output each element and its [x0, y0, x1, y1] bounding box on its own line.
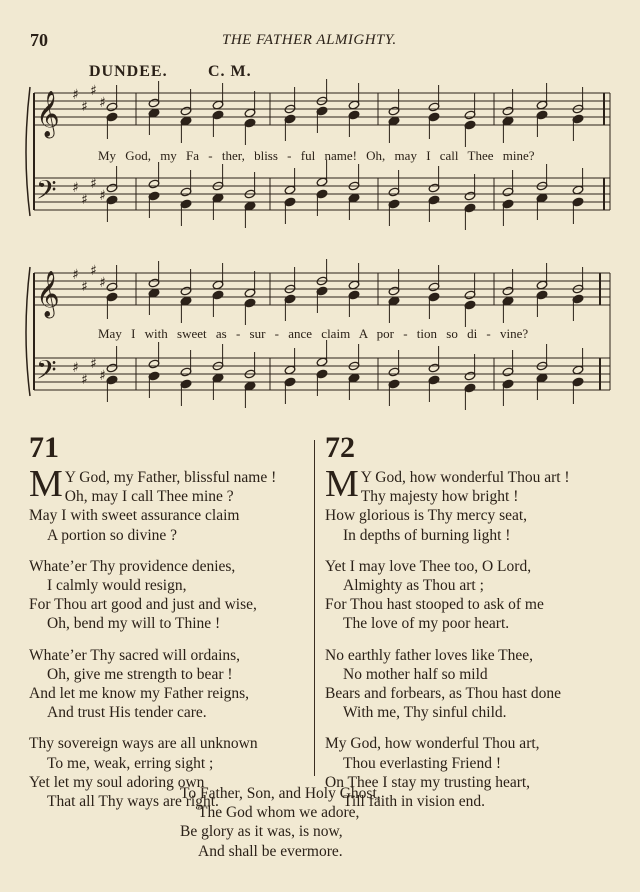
- running-title: THE FATHER ALMIGHTY.: [222, 32, 397, 48]
- verse-line: No earthly father loves like Thee,: [325, 646, 534, 664]
- verse-line: Oh, give me strength to bear !: [47, 665, 233, 683]
- music-score: [0, 0, 640, 420]
- tune-name: DUNDEE.: [89, 63, 168, 80]
- bass-clef: 𝄢: [36, 174, 57, 212]
- sharp-sign: ♯: [90, 263, 97, 279]
- verse-line: On Thee I stay my trusting heart,: [325, 773, 531, 791]
- verse-line: And let me know my Father reigns,: [29, 685, 249, 703]
- stanza-2: [29, 557, 329, 634]
- verse-line: A portion so divine ?: [47, 526, 178, 544]
- verse-line: Till faith in vision end.: [343, 793, 485, 811]
- sharp-sign: ♯: [99, 188, 106, 204]
- verse-line: Whate’er Thy sacred will ordains,: [29, 646, 241, 664]
- column-divider: [314, 440, 315, 776]
- hymn-number: 72: [325, 431, 355, 464]
- lyric-line-2: May I with sweet as - sur - ance claim A por - tion so di - vine?: [98, 326, 529, 341]
- verse-line: Yet let my soul adoring own: [29, 773, 205, 791]
- verse-line: The love of my poor heart.: [343, 615, 510, 633]
- tune-meter: C. M.: [208, 63, 252, 80]
- page-number: 70: [30, 30, 48, 50]
- hymn-number: 71: [29, 431, 59, 464]
- verse-line: Oh, may I call Thee mine ?: [64, 488, 234, 506]
- verse-line: Bears and forbears, as Thou hast done: [325, 685, 562, 703]
- verse-line: Y God, how wonderful Thou art !: [360, 469, 570, 486]
- drop-cap: M: [325, 463, 359, 505]
- verse-line: Whate’er Thy providence denies,: [29, 557, 236, 575]
- verse-line: That all Thy ways are right.: [47, 793, 219, 811]
- hymn-72: [325, 432, 625, 823]
- sharp-sign: ♯: [90, 83, 97, 99]
- verse-line: With me, Thy sinful child.: [343, 704, 507, 722]
- verse-line: Thou everlasting Friend !: [343, 754, 501, 772]
- verse-line: And trust His tender care.: [47, 704, 207, 722]
- treble-clef: 𝄞: [36, 271, 60, 317]
- doxology-line: Be glory as it was, is now,: [180, 823, 343, 841]
- verse-line: No mother half so mild: [343, 665, 488, 683]
- system-brace: [26, 267, 30, 396]
- sharp-sign: ♯: [72, 180, 79, 196]
- hymn-71: [29, 432, 329, 823]
- sharp-sign: ♯: [81, 99, 88, 115]
- doxology-line: The God whom we adore,: [198, 804, 360, 822]
- verse-line: To me, weak, erring sight ;: [47, 754, 214, 772]
- sharp-sign: ♯: [90, 176, 97, 192]
- verse-line: For Thou hast stooped to ask of me: [325, 596, 544, 614]
- doxology-line: To Father, Son, and Holy Ghost,: [180, 785, 381, 802]
- system-brace: [26, 87, 30, 216]
- drop-cap: M: [29, 463, 63, 505]
- doxology-line: And shall be evermore.: [198, 842, 343, 860]
- stanza-1: [29, 463, 329, 545]
- verse-line: I calmly would resign,: [47, 577, 187, 595]
- sharp-sign: ♯: [81, 192, 88, 208]
- sharp-sign: ♯: [72, 267, 79, 283]
- verse-line: In depths of burning light !: [343, 526, 511, 544]
- verse-line: May I with sweet assurance claim: [29, 507, 240, 525]
- sharp-sign: ♯: [81, 279, 88, 295]
- sharp-sign: ♯: [72, 360, 79, 376]
- verse-line: Thy sovereign ways are all unknown: [29, 735, 258, 753]
- verse-line: Y God, my Father, blissful name !: [64, 469, 277, 486]
- bass-clef: 𝄢: [36, 354, 57, 392]
- sharp-sign: ♯: [99, 95, 106, 111]
- verse-line: Almighty as Thou art ;: [343, 577, 484, 595]
- verse-line: How glorious is Thy mercy seat,: [325, 507, 528, 525]
- stanza-1: [325, 463, 625, 545]
- verse-line: For Thou art good and just and wise,: [29, 596, 257, 614]
- sharp-sign: ♯: [72, 87, 79, 103]
- sharp-sign: ♯: [99, 275, 106, 291]
- doxology: [180, 784, 480, 861]
- verse-line: Thy majesty how bright !: [360, 488, 519, 506]
- treble-clef: 𝄞: [36, 91, 60, 137]
- sharp-sign: ♯: [81, 372, 88, 388]
- verse-line: My God, how wonderful Thou art,: [325, 735, 540, 753]
- stanza-3: [29, 646, 329, 723]
- lyric-line-1: My God, my Fa - ther, bliss - ful name! Oh, may I call Thee mine?: [98, 148, 535, 163]
- sharp-sign: ♯: [90, 356, 97, 372]
- stanza-2: [325, 557, 625, 634]
- verse-line: Yet I may love Thee too, O Lord,: [325, 557, 532, 575]
- stanza-3: [325, 646, 625, 723]
- verse-line: Oh, bend my will to Thine !: [47, 615, 221, 633]
- sharp-sign: ♯: [99, 368, 106, 384]
